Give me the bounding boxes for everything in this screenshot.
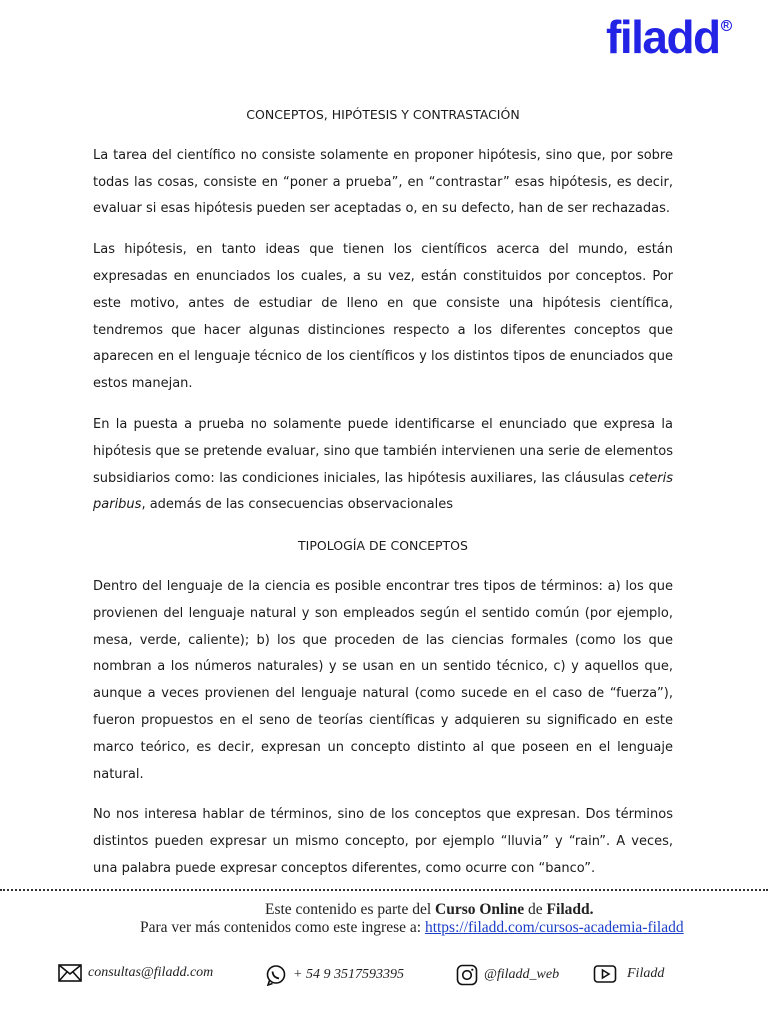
contact-youtube[interactable]	[593, 964, 664, 984]
paragraph-1: La tarea del científico no consiste solamente en proponer hipótesis, sino que, por sobre todas las cosas, consiste en “poner a prueba”, en “contrastar” esas hipótesis, es decir, evaluar si esas hipótesis pueden ser aceptadas o, en su defecto, han de ser rechazadas.	[93, 147, 673, 217]
footer-course-line	[0, 901, 768, 919]
youtube-icon	[593, 964, 617, 984]
contact-instagram[interactable]	[456, 964, 559, 986]
footer-brand-name: Filadd.	[546, 901, 594, 918]
phone-text: + 54 9 3517593395	[293, 967, 404, 982]
instagram-text: @filadd_web	[484, 967, 560, 982]
paragraph-5: No nos interesa hablar de términos, sino de los conceptos que expresan. Dos términos distintos pueden expresar un mismo concepto, por ejemplo “lluvia” y “rain”. A veces, una palabra puede expresar conceptos diferentes, como ocurre con “banco”.	[93, 807, 673, 876]
logo-text: filadd	[606, 11, 720, 63]
paragraph-3-start: En la puesta a prueba no solamente puede identificarse el enunciado que expresa la hipótesis que se pretende evaluar, sino que también intervienen una serie de elementos subsidiarios como: las condiciones iniciales, las hipótesis auxiliares, las cláusulas	[93, 416, 673, 486]
footer-text-3: Para ver más contenidos como este ingrese a:	[140, 919, 425, 936]
footer-text-2: de	[524, 901, 547, 918]
contact-email[interactable]	[58, 964, 213, 982]
contact-phone[interactable]	[265, 964, 404, 986]
footer-divider	[0, 889, 768, 891]
youtube-text: Filadd	[627, 966, 665, 981]
paragraph-4: Dentro del lenguaje de la ciencia es posible encontrar tres tipos de términos: a) los que provienen del lenguaje natural y son empleados según el sentido común (por ejemplo, mesa, verde, caliente); b) los que proceden de las ciencias formales (como los que nombran a los números naturales) y se usan en un sentido técnico, c) y aquellos que, aunque a veces provienen del lenguaje natural (como sucede en el caso de “fuerza”), fueron propuestos en el seno de teorías científicas y adquieren su significado en este marco teórico, es decir, expresan un concepto distinto al que poseen en el lenguaje natural.	[93, 578, 673, 782]
instagram-icon	[456, 964, 478, 986]
email-text: consultas@filadd.com	[88, 965, 214, 980]
registered-mark-icon: R	[721, 20, 732, 31]
section-heading-typology: TIPOLOGÍA DE CONCEPTOS	[298, 538, 468, 554]
footer-link-line	[0, 919, 768, 937]
ceteris-paribus-italic: ceteris paribus	[93, 470, 673, 513]
paragraph-2: Las hipótesis, en tanto ideas que tienen los científicos acerca del mundo, están expresadas en enunciados los cuales, a su vez, están constituidos por conceptos. Por este motivo, antes de estudiar de lleno en que consiste una hipótesis científica, tendremos que hacer algunas distinciones respecto a los diferentes conceptos que aparecen en el lenguaje técnico de los científicos y los distintos tipos de enunciados que estos manejan.	[93, 242, 673, 392]
filadd-logo	[606, 11, 730, 63]
whatsapp-icon	[265, 964, 287, 986]
course-link[interactable]: https://filadd.com/cursos-academia-filadd	[424, 919, 684, 936]
mail-icon	[58, 964, 82, 982]
document-body	[93, 102, 673, 897]
paragraph-3-end: , además de las consecuencias observacionales	[141, 497, 453, 513]
footer-course-name: Curso Online	[435, 901, 525, 918]
footer-text-1: Este contenido es parte del	[265, 901, 436, 918]
section-heading-concepts: CONCEPTOS, HIPÓTESIS Y CONTRASTACIÓN	[246, 107, 520, 122]
paragraph-3	[93, 412, 673, 519]
